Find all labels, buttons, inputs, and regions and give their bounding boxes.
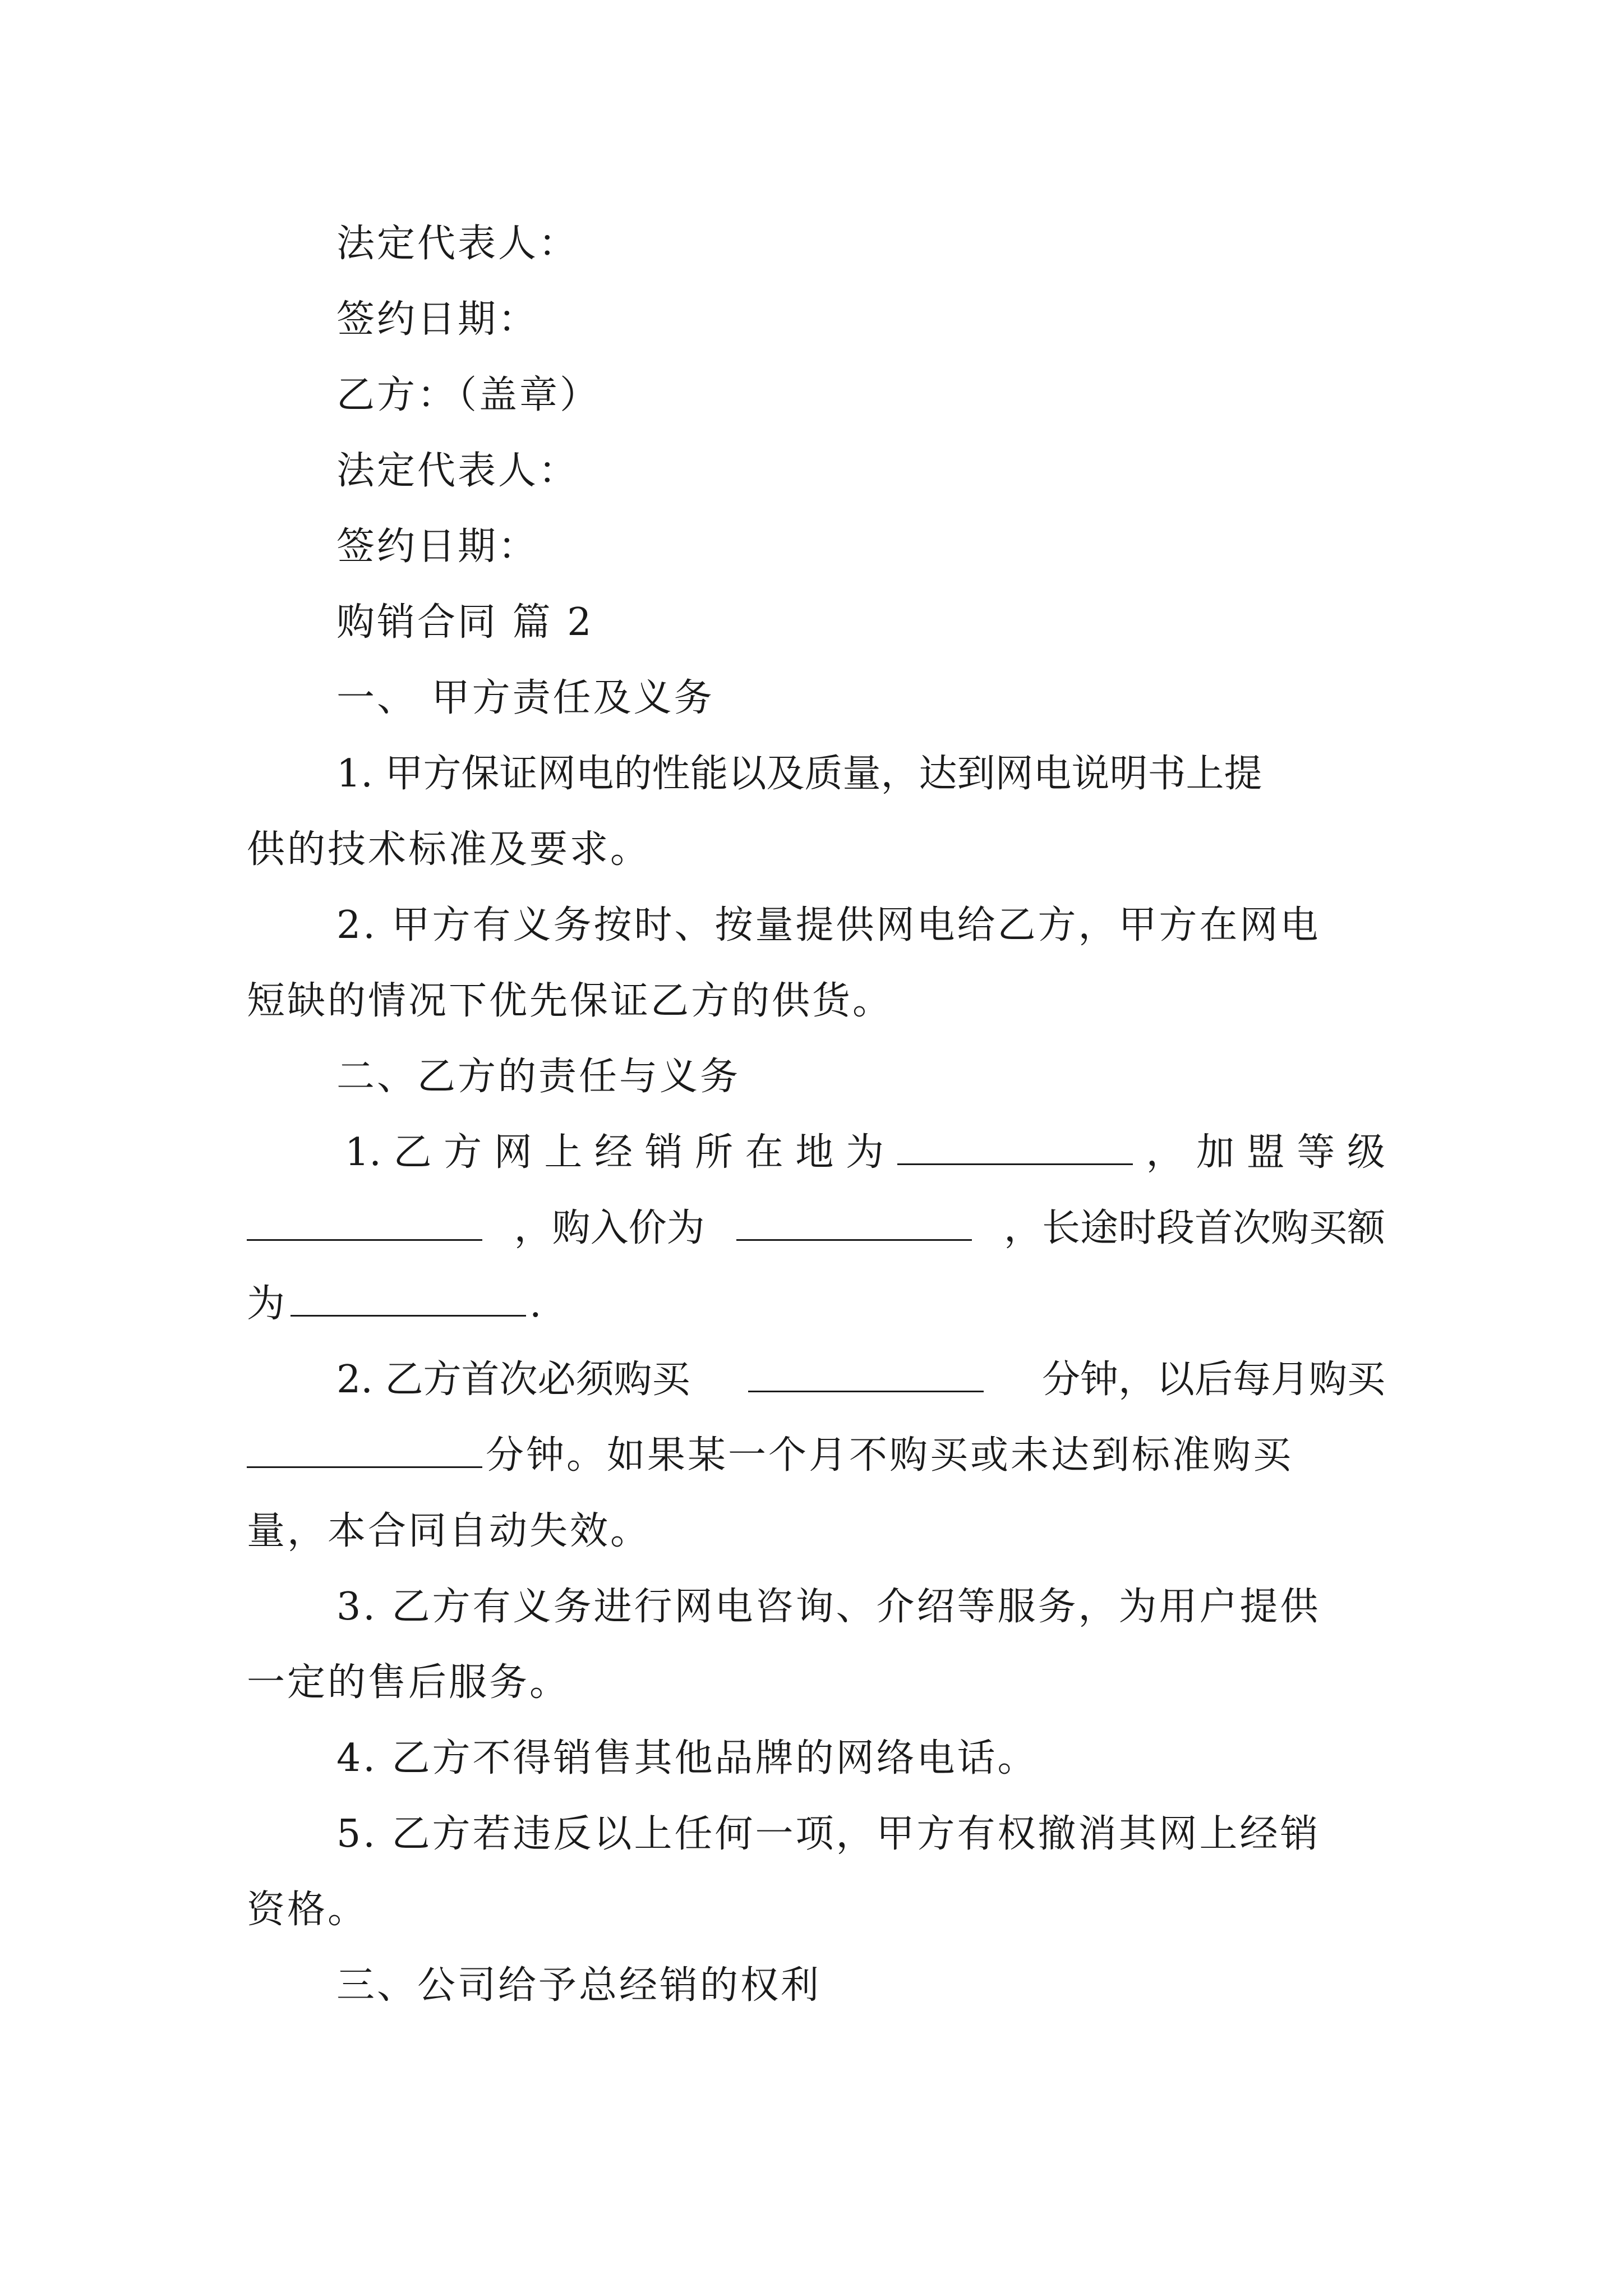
item1-amount-label: ，长途时段首次购买额	[1003, 1206, 1385, 1250]
section2-item3-line1: 3. 乙方有义务进行网电咨询、介绍等服务，为用户提供	[336, 1585, 1321, 1629]
section2-item5-line1: 5. 乙方若违反以上任何一项，甲方有权撤消其网上经销	[336, 1812, 1321, 1856]
section2-item1-line1	[345, 1125, 1385, 1181]
item1-for-label: 为	[247, 1282, 288, 1326]
section1-item2-line1: 2. 甲方有义务按时、按量提供网电给乙方，甲方在网电	[336, 903, 1321, 947]
contract-title: 购销合同 篇 2	[336, 600, 594, 645]
location-blank	[897, 1158, 1133, 1165]
amount-blank	[291, 1309, 526, 1317]
legal-rep-a-label: 法定代表人：	[336, 222, 579, 266]
section3-heading: 三、公司给予总经销的权利	[336, 1963, 822, 2008]
section1-item2-line2: 短缺的情况下优先保证乙方的供货。	[247, 979, 893, 1023]
sign-date-a-label: 签约日期：	[336, 297, 539, 342]
section1-item1-line2: 供的技术标准及要求。	[247, 827, 651, 872]
section2-item2-line1	[336, 1352, 1385, 1408]
party-b-seal-label: 乙方：（盖章）	[336, 373, 601, 417]
section1-item1-text: 1. 甲方保证网电的性能以及质量，达到网电说明书上提	[336, 752, 1262, 796]
item1-period: .	[529, 1282, 544, 1326]
monthly-minutes-blank	[247, 1461, 482, 1468]
section1-item1-line1	[336, 746, 1385, 802]
first-minutes-blank	[748, 1385, 984, 1392]
section2-item4: 4. 乙方不得销售其他品牌的网络电话。	[336, 1736, 1038, 1780]
item2-first-label: 2. 乙方首次必须购买	[336, 1358, 690, 1402]
item1-price-label: ，购入价为	[514, 1206, 705, 1250]
section2-item1-line2	[247, 1200, 1385, 1257]
section2-item2-line2	[247, 1428, 1293, 1484]
section2-item3-line2: 一定的售后服务。	[247, 1660, 570, 1705]
level-blank	[247, 1234, 482, 1241]
section2-item5-line2: 资格。	[247, 1888, 368, 1932]
section2-heading: 二、乙方的责任与义务	[336, 1055, 741, 1099]
price-blank	[736, 1234, 972, 1241]
item1-location-label: 1. 乙 方 网 上 经 销 所 在 地 为	[345, 1130, 884, 1175]
item2-monthly-label: 分钟，以后每月购买	[1041, 1358, 1385, 1402]
section1-heading: 一、 甲方责任及义务	[336, 676, 714, 720]
item2-condition-text: 分钟。如果某一个月不购买或未达到标准购买	[486, 1433, 1294, 1478]
section2-item1-line3	[247, 1276, 544, 1332]
section2-item2-line3: 量，本合同自动失效。	[247, 1509, 651, 1553]
item1-level-label: ， 加 盟 等 级	[1146, 1130, 1385, 1175]
legal-rep-b-label: 法定代表人：	[336, 449, 579, 493]
sign-date-b-label: 签约日期：	[336, 524, 539, 569]
